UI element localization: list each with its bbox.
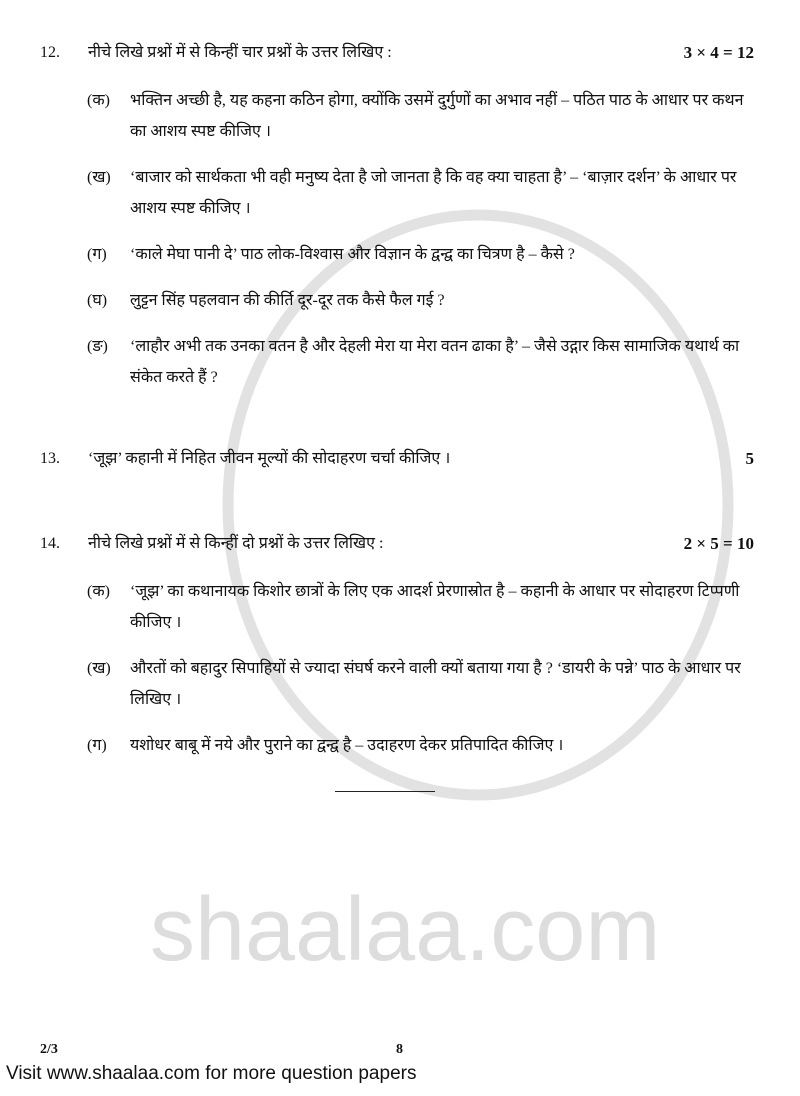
q12-item-line: ‘लाहौर अभी तक उनका वतन है और देहली मेरा या मेरा वतन ढाका है’ – जैसे उद्गार किस सामाजिक <box>130 338 681 355</box>
q14-item-label: (ख) <box>87 660 111 677</box>
q12-item <box>40 239 754 270</box>
q12-item-label: (ग) <box>87 246 107 263</box>
question-12 <box>40 37 754 68</box>
q14-item-label: (ग) <box>87 737 107 754</box>
q12-item-line: लुट्टन सिंह पहलवान की कीर्ति दूर-दूर तक कैसे फैल गई ? <box>130 292 445 309</box>
q14-item-line: आधार पर लिखिए । <box>130 660 741 708</box>
q12-item <box>40 162 754 224</box>
q14-number: 14. <box>40 535 60 552</box>
visit-link[interactable]: Visit www.shaalaa.com for more question papers <box>6 1063 417 1084</box>
q14-item <box>40 730 754 761</box>
q14-item <box>40 653 754 715</box>
q14-item-line: औरतों को बहादुर सिपाहियों से ज्यादा संघर्ष करने वाली क्यों बताया गया है ? ‘डायरी के पन्ने’ पाठ के <box>130 660 681 677</box>
q12-item-line: भक्तिन अच्छी है, यह कहना कठिन होगा, क्योंकि उसमें दुर्गुणों का अभाव नहीं – पठित पाठ के आधार <box>130 92 689 109</box>
q12-item-line: ‘बाजार को सार्थकता भी वही मनुष्य देता है जो जानता है कि वह क्या चाहता है’ – ‘बाज़ार दर्शन’ के <box>130 169 676 186</box>
q12-item-line: ‘काले मेघा पानी दे’ पाठ लोक-विश्वास और विज्ञान के द्वन्द्व का चित्रण है – कैसे ? <box>130 246 575 263</box>
q12-item-line: यथार्थ का संकेत करते हैं ? <box>130 338 740 386</box>
q14-item-line: ‘जूझ’ का कथानायक किशोर छात्रों के लिए एक आदर्श प्रेरणास्रोत है – कहानी के आधार पर सोदाहरण <box>130 583 694 600</box>
q14-item <box>40 576 754 638</box>
q12-marks: 3 × 4 = 12 <box>683 43 754 62</box>
q13-marks: 5 <box>745 449 754 468</box>
q12-text: नीचे लिखे प्रश्नों में से किन्हीं चार प्रश्नों के उत्तर लिखिए : <box>88 44 392 61</box>
paper-code: 2/3 <box>40 1042 58 1057</box>
q13-number: 13. <box>40 450 60 467</box>
q12-item-label: (घ) <box>87 292 108 309</box>
question-13 <box>40 443 754 474</box>
q12-item <box>40 85 754 147</box>
q12-item <box>40 285 754 316</box>
q12-item-label: (क) <box>87 92 110 109</box>
q14-item-label: (क) <box>87 583 110 600</box>
q14-marks: 2 × 5 = 10 <box>683 534 754 553</box>
end-rule <box>335 791 435 792</box>
watermark-text: shaalaa.com <box>150 880 661 980</box>
q12-item <box>40 331 754 393</box>
q12-item-label: (ङ) <box>87 338 108 355</box>
q12-item-label: (ख) <box>87 169 111 186</box>
q12-number: 12. <box>40 44 60 61</box>
page-number: 8 <box>396 1042 403 1057</box>
q14-text: नीचे लिखे प्रश्नों में से किन्हीं दो प्रश्नों के उत्तर लिखिए : <box>88 535 384 552</box>
q12-item-line: आधार पर आशय स्पष्ट कीजिए । <box>130 169 737 217</box>
q13-text: ‘जूझ’ कहानी में निहित जीवन मूल्यों की सोदाहरण चर्चा कीजिए । <box>88 450 451 467</box>
q14-item-line: टिप्पणी कीजिए । <box>130 583 740 631</box>
q14-item-line: यशोधर बाबू में नये और पुराने का द्वन्द्व है – उदाहरण देकर प्रतिपादित कीजिए । <box>130 737 564 754</box>
question-14 <box>40 528 754 559</box>
q12-item-line: पर कथन का आशय स्पष्ट कीजिए । <box>130 92 744 140</box>
